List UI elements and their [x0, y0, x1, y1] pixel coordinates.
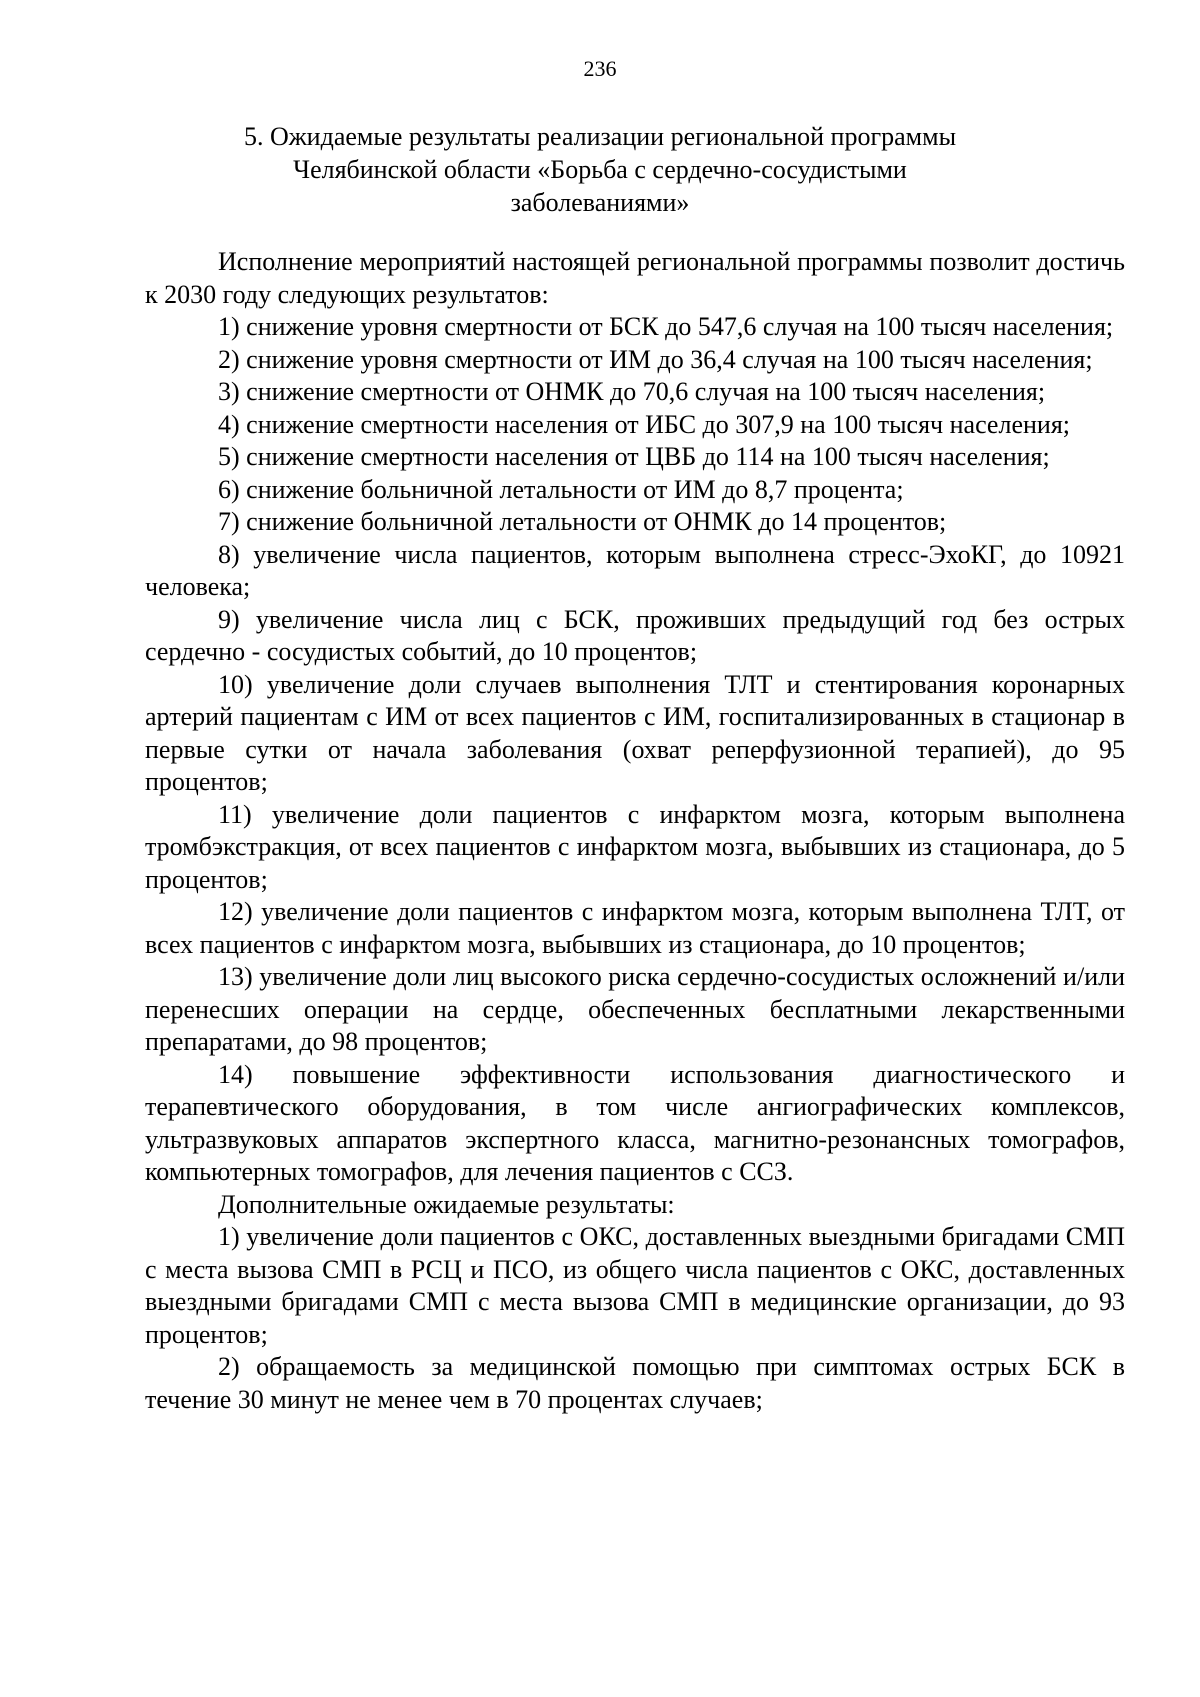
section-title-line: Челябинской области «Борьба с сердечно-сосудистыми: [293, 155, 907, 184]
section-title-line: 5. Ожидаемые результаты реализации региональной программы: [243, 122, 957, 151]
result-item-12: 12) увеличение доли пациентов с инфарктом мозга, которым выполнена ТЛТ, от всех пациентов с инфарктом мозга, выбывших из стационара, до 10 процентов;: [145, 897, 1125, 959]
additional-result-item-1: 1) увеличение доли пациентов с ОКС, доставленных выездными бригадами СМП с места вызова СМП в РСЦ и ПСО, из общего числа пациентов с ОКС, доставленных выездными бригадами СМП с места вызова СМП в медицинские организации, до 93 процентов;: [145, 1222, 1125, 1349]
result-item-9: 9) увеличение числа лиц с БСК, проживших предыдущий год без острых сердечно - сосудистых событий, до 10 процентов;: [145, 604, 1125, 666]
result-item-11: 11) увеличение доли пациентов с инфарктом мозга, которым выполнена тромбэкстракция, от всех пациентов с инфарктом мозга, выбывших из стационара, до 5 процентов;: [145, 799, 1125, 894]
result-item-13: 13) увеличение доли лиц высокого риска сердечно-сосудистых осложнений и/или перенесших операции на сердце, обеспеченных бесплатными лекарственными препаратами, до 98 процентов;: [145, 962, 1125, 1056]
additional-result-item-2: 2) обращаемость за медицинской помощью при симптомах острых БСК в течение 30 минут не менее чем в 70 процентах случаев;: [145, 1352, 1125, 1414]
additional-results-heading: Дополнительные ожидаемые результаты:: [218, 1189, 675, 1219]
result-item-4: 4) снижение смертности населения от ИБС до 307,9 на 100 тысяч населения;: [218, 409, 1070, 439]
intro-paragraph: Исполнение мероприятий настоящей региональной программы позволит достичь к 2030 году следующих результатов:: [145, 247, 1125, 309]
page-number: 236: [583, 56, 617, 81]
result-item-8: 8) увеличение числа пациентов, которым выполнена стресс-ЭхоКГ, до 10921 человека;: [145, 539, 1125, 601]
section-title-line: заболеваниями»: [510, 188, 690, 217]
section-title: [240, 120, 960, 219]
result-item-14: 14) повышение эффективности использования диагностического и терапевтического оборудования, в том числе ангиографических комплексов, ультразвуковых аппаратов экспертного класса, магнитно-резонансных томографов, компьютерных томографов, для лечения пациентов с ССЗ.: [145, 1059, 1125, 1186]
result-item-2: 2) снижение уровня смертности от ИМ до 36,4 случая на 100 тысяч населения;: [218, 344, 1093, 374]
result-item-1: 1) снижение уровня смертности от БСК до 547,6 случая на 100 тысяч населения;: [218, 312, 1114, 341]
result-item-5: 5) снижение смертности населения от ЦВБ до 114 на 100 тысяч населения;: [218, 442, 1050, 471]
document-body: [145, 246, 1125, 1416]
result-item-10: 10) увеличение доли случаев выполнения ТЛТ и стентирования коронарных артерий пациентам с ИМ от всех пациентов с ИМ, госпитализированных в стационар в первые сутки от начала заболевания (охват реперфузионной терапией), до 95 процентов;: [145, 669, 1125, 796]
result-item-3: 3) снижение смертности от ОНМК до 70,6 случая на 100 тысяч населения;: [218, 377, 1046, 406]
result-item-6: 6) снижение больничной летальности от ИМ до 8,7 процента;: [218, 474, 904, 504]
result-item-7: 7) снижение больничной летальности от ОНМК до 14 процентов;: [218, 507, 947, 536]
